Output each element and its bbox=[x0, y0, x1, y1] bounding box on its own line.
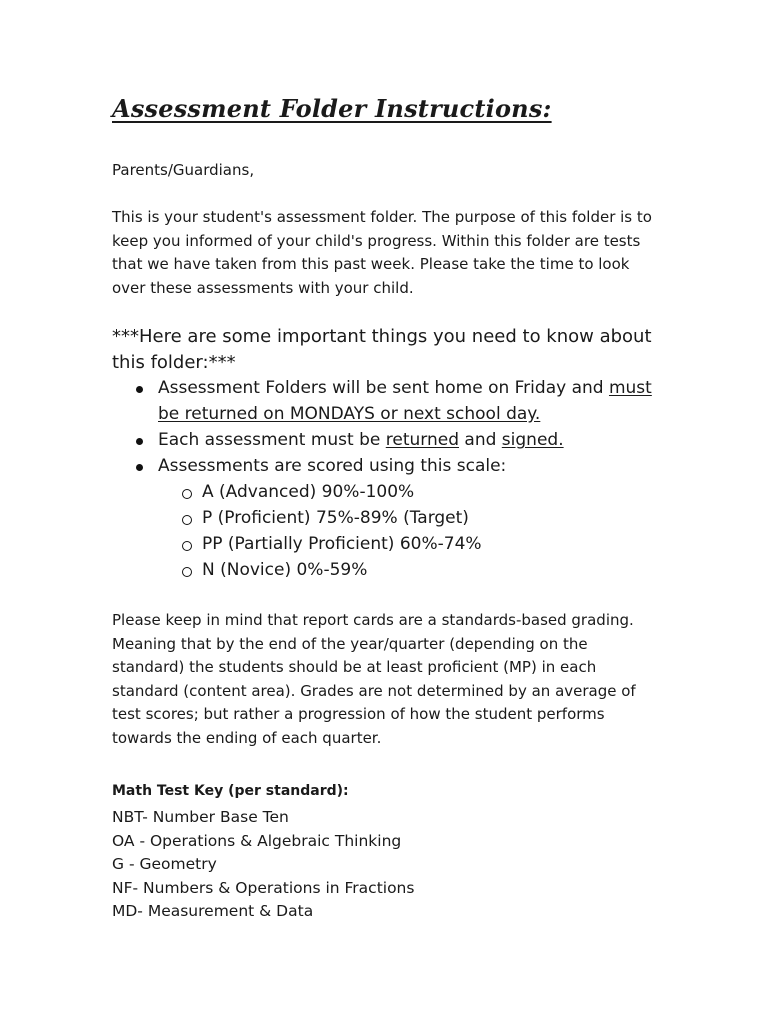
scale-item bbox=[158, 531, 672, 557]
scale-text: P (Proficient) 75%-89% (Target) bbox=[202, 508, 469, 528]
list-item bbox=[112, 375, 672, 427]
grading-note-paragraph: Please keep in mind that report cards are a standards-based grading. Meaning that by the end of the year/quarter (depending on the standard) the students should be at least proficient (MP) in each standard (content area). Grades are not determined by an average of test scores; but rather a progression of how the student performs towards the ending of each quarter. bbox=[112, 611, 636, 747]
intro-paragraph: This is your student's assessment folder. The purpose of this folder is to keep you informed of your child's progress. Within this folder are tests that we have taken from this past week. Please take the time to look over these assessments with your child. bbox=[112, 208, 652, 297]
list-item: G - Geometry bbox=[112, 855, 217, 873]
bullet-text: Assessments are scored using this scale: bbox=[158, 456, 507, 476]
scale-item bbox=[158, 557, 672, 583]
bullet-text: Assessment Folders will be sent home on Friday and bbox=[158, 378, 609, 398]
circle-bullet-icon bbox=[182, 489, 192, 499]
circle-bullet-icon bbox=[182, 515, 192, 525]
grading-scale-list bbox=[158, 479, 672, 583]
important-heading: ***Here are some important things you need to know about this folder:*** bbox=[112, 326, 652, 373]
list-item: NF- Numbers & Operations in Fractions bbox=[112, 878, 415, 897]
bullet-icon bbox=[136, 438, 143, 445]
important-list bbox=[112, 375, 672, 583]
math-key-list bbox=[112, 806, 414, 924]
scale-text: PP (Partially Proficient) 60%-74% bbox=[202, 534, 482, 554]
bullet-text: Each assessment must be bbox=[158, 430, 386, 450]
circle-bullet-icon bbox=[182, 567, 192, 577]
bullet-icon bbox=[136, 386, 143, 393]
document-title: Assessment Folder Instructions: bbox=[112, 94, 552, 123]
math-key-heading: Math Test Key (per standard): bbox=[112, 783, 349, 799]
bullet-underlined-text: signed. bbox=[501, 430, 564, 450]
bullet-icon bbox=[136, 464, 143, 471]
list-item bbox=[112, 427, 672, 453]
list-item: OA - Operations & Algebraic Thinking bbox=[112, 831, 402, 850]
list-item: MD- Measurement & Data bbox=[112, 902, 314, 920]
scale-text: N (Novice) 0%-59% bbox=[202, 560, 368, 580]
bullet-underlined-text: must be returned on MONDAYS or next school day. bbox=[158, 378, 652, 424]
scale-text: A (Advanced) 90%-100% bbox=[202, 482, 415, 502]
circle-bullet-icon bbox=[182, 541, 192, 551]
scale-item bbox=[158, 479, 672, 505]
list-item: NBT- Number Base Ten bbox=[112, 808, 289, 826]
list-item bbox=[112, 453, 672, 583]
scale-item bbox=[158, 505, 672, 531]
greeting: Parents/Guardians, bbox=[112, 161, 255, 179]
bullet-underlined-text: returned bbox=[385, 430, 459, 450]
bullet-text: and bbox=[459, 430, 502, 450]
